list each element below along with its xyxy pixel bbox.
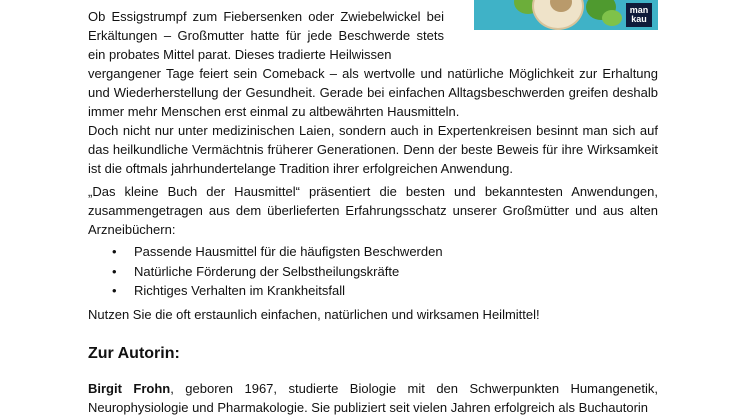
- list-item: • Passende Hausmittel für die häufigsten Beschwerden: [88, 242, 443, 262]
- intro-text-narrow: Ob Essigstrumpf zum Fiebersenken oder Zwiebelwickel bei Erkältungen – Großmutter hatte für jede Beschwerde stets ein probates Mittel parat. Dieses tradierte Heilwissen: [88, 9, 444, 62]
- list-item: • Natürliche Förderung der Selbstheilungskräfte: [88, 262, 443, 282]
- author-bio: , geboren 1967, studierte Biologie mit den Schwerpunkten Humangenetik, Neurophysiologie und Pharmakologie. Sie publiziert seit vielen Jahren erfolgreich als Buchautorin: [88, 381, 658, 415]
- paragraph-experts: Doch nicht nur unter medizinischen Laien, sondern auch in Expertenkreisen besinnt man sich auf das heilkundliche Vermächtnis früherer Generationen. Denn der beste Beweis für ihre Wirksamkeit ist die oftmals jahrhundertelange Tradition ihrer erfolgreichen Anwendung.: [88, 123, 658, 176]
- list-item: • Richtiges Verhalten im Krankheitsfall: [88, 281, 443, 301]
- logo-line-2: kau: [631, 14, 647, 24]
- paragraph-book: „Das kleine Buch der Hausmittel“ präsentiert die besten und bekanntesten Anwendungen, zusammengetragen aus dem überlieferten Erfahrungsschatz unserer Großmütter und aus alten Arzneibüchern:: [88, 184, 658, 237]
- bullet-list: [88, 242, 443, 301]
- paragraph-intro: [88, 7, 658, 121]
- logo-line-1: man: [629, 5, 649, 15]
- author-paragraph: [88, 379, 658, 417]
- paragraph-closing: Nutzen Sie die oft erstaunlich einfachen, natürlichen und wirksamen Heilmittel!: [88, 307, 540, 322]
- author-heading: Zur Autorin:: [88, 345, 180, 362]
- author-name: Birgit Frohn: [88, 381, 171, 396]
- intro-text-wide: vergangener Tage feiert sein Comeback – als wertvolle und natürliche Möglichkeit zur Erhaltung und Wiederherstellung der Gesundheit. Gerade bei einfachen Alltagsbeschwerden greifen deshalb immer mehr Menschen erst einmal zu altbewährten Hausmitteln.: [88, 66, 658, 119]
